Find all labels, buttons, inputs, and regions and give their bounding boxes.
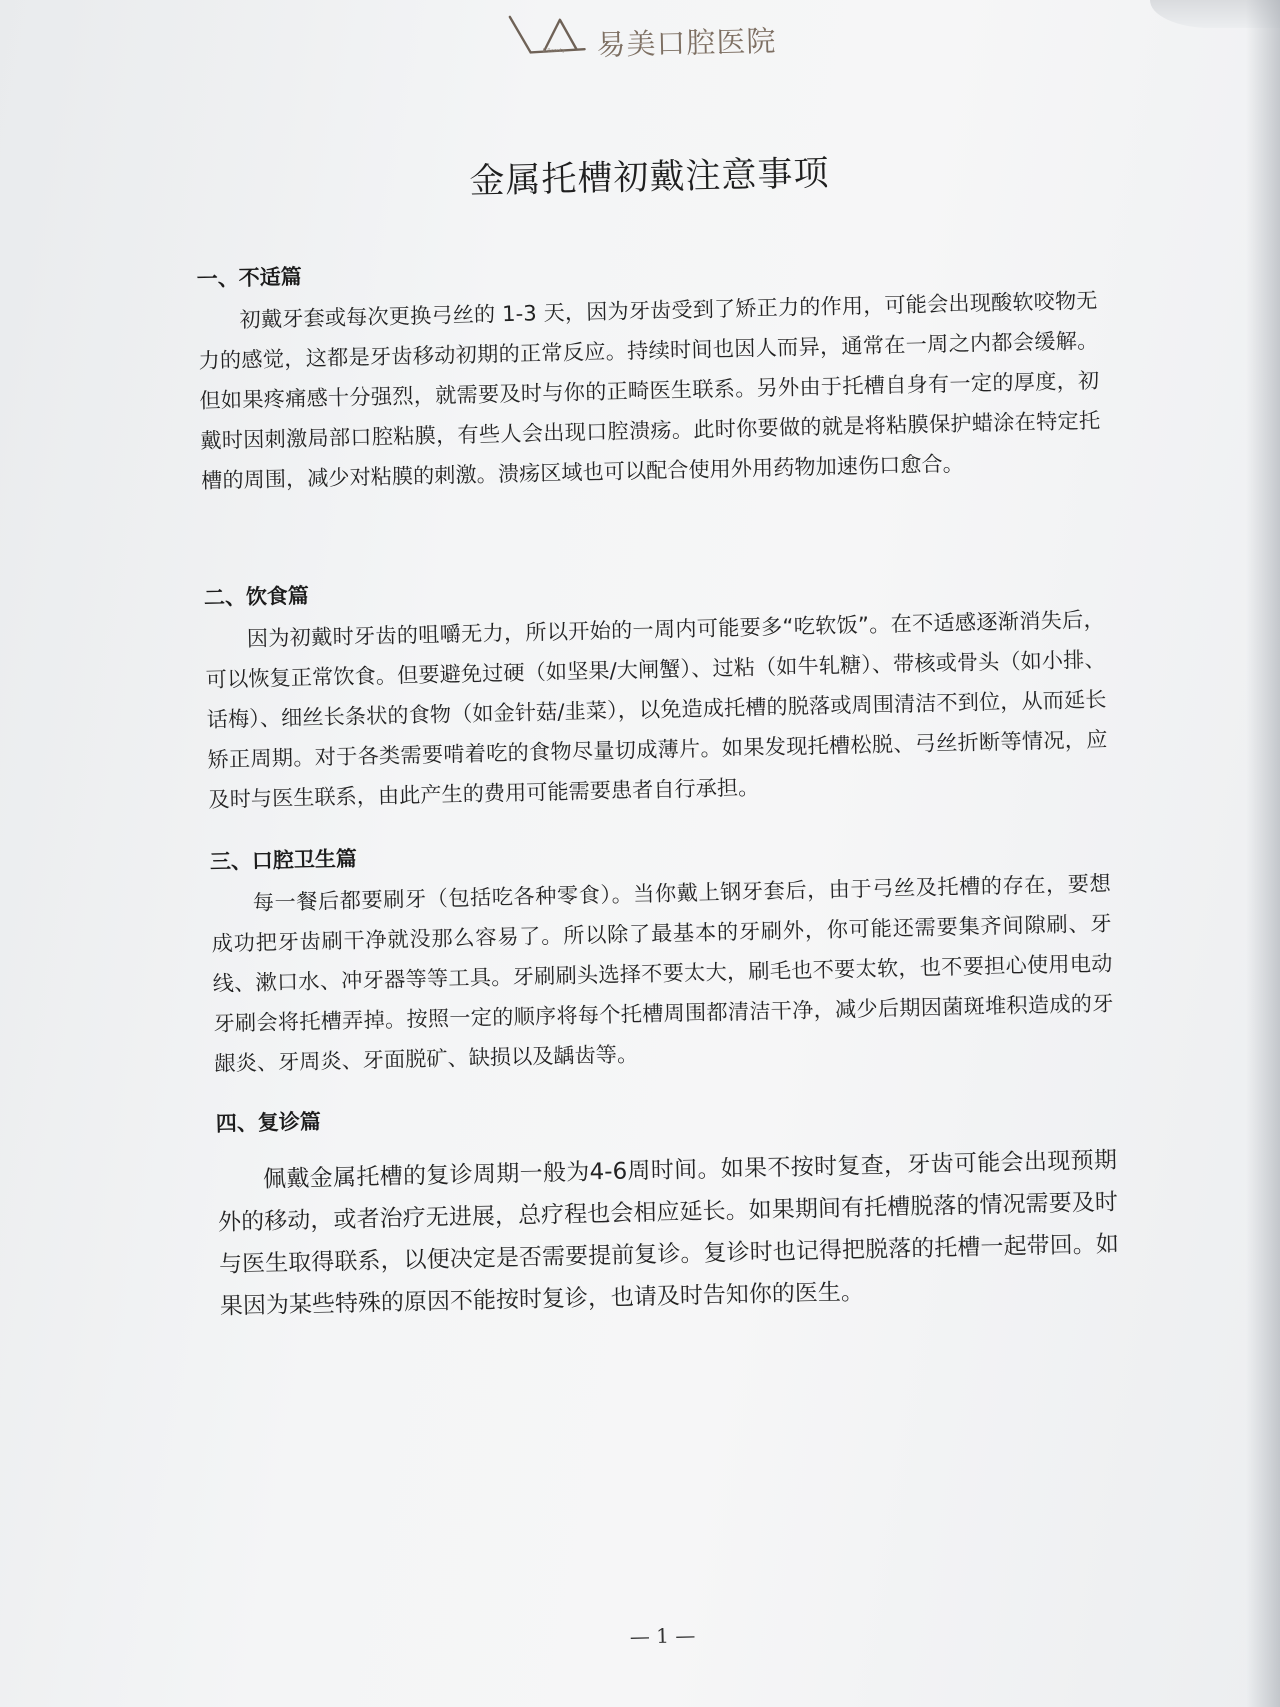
section-oral-hygiene bbox=[210, 826, 1115, 1084]
section-follow-up bbox=[215, 1087, 1120, 1327]
section-body: 每一餐后都要刷牙（包括吃各种零食）。当你戴上钢牙套后，由于弓丝及托槽的存在，要想成功把牙齿刷干净就没那么容易了。所以除了最基本的牙刷外，你可能还需要集齐间隙刷、牙线、漱口水、冲牙器等等工具。牙刷刷头选择不要太大，刷毛也不要太软，也不要担心使用电动牙刷会将托槽弄掉。按照一定的顺序将每个托槽周围都清洁干净，减少后期因菌斑堆积造成的牙龈炎、牙周炎、牙面脱矿、缺损以及龋齿等。 bbox=[211, 870, 1114, 1076]
section-heading: 二、饮食篇 bbox=[203, 583, 310, 610]
document-title: 金属托槽初戴注意事项 bbox=[469, 153, 830, 202]
section-discomfort bbox=[196, 243, 1101, 501]
section-heading: 三、口腔卫生篇 bbox=[209, 846, 358, 874]
section-body: 初戴牙套或每次更换弓丝的 1-3 天，因为牙齿受到了矫正力的作用，可能会出现酸软咬物无力的感觉，这都是牙齿移动初期的正常反应。持续时间也因人而异，通常在一周之内都会缓解。但如果疼痛感十分强烈，就需要及时与你的正畸医生联系。另外由于托槽自身有一定的厚度，初戴时因刺激局部口腔粘膜，有些人会出现口腔溃疡。此时你要做的就是将粘膜保护蜡涂在特定托槽的周围，减少对粘膜的刺激。溃疡区域也可以配合使用外用药物加速伤口愈合。 bbox=[198, 287, 1101, 494]
section-body: 佩戴金属托槽的复诊周期一般为4-6周时间。如果不按时复查，牙齿可能会出现预期外的移动，或者治疗无进展，总疗程也会相应延长。如果期间有托槽脱落的情况需要及时与医生取得联系，以便决定是否需要提前复诊。复诊时也记得把脱落的托槽一起带回。如果因为某些特殊的原因不能按时复诊，也请及时告知你的医生。 bbox=[217, 1147, 1120, 1320]
section-heading: 四、复诊篇 bbox=[215, 1109, 322, 1136]
section-body: 因为初戴时牙齿的咀嚼无力，所以开始的一周内可能要多“吃软饭”。在不适感逐渐消失后，可以恢复正常饮食。但要避免过硬（如坚果/大闸蟹）、过粘（如牛轧糖）、带核或骨头（如小排、话梅）、细丝长条状的食物（如金针菇/韭菜），以免造成托槽的脱落或周围清洁不到位，从而延长矫正周期。对于各类需要啃着吃的食物尽量切成薄片。如果发现托槽松脱、弓丝折断等情况，应及时与医生联系，由此产生的费用可能需要患者自行承担。 bbox=[205, 606, 1108, 812]
section-diet bbox=[204, 562, 1109, 820]
logo-brand-tiny: E-Beauty bbox=[542, 47, 566, 55]
hospital-logo bbox=[504, 5, 775, 71]
hospital-name: 易美口腔医院 bbox=[596, 23, 777, 62]
page-number: — 1 — bbox=[629, 1623, 696, 1649]
section-heading: 一、不适篇 bbox=[196, 264, 302, 292]
